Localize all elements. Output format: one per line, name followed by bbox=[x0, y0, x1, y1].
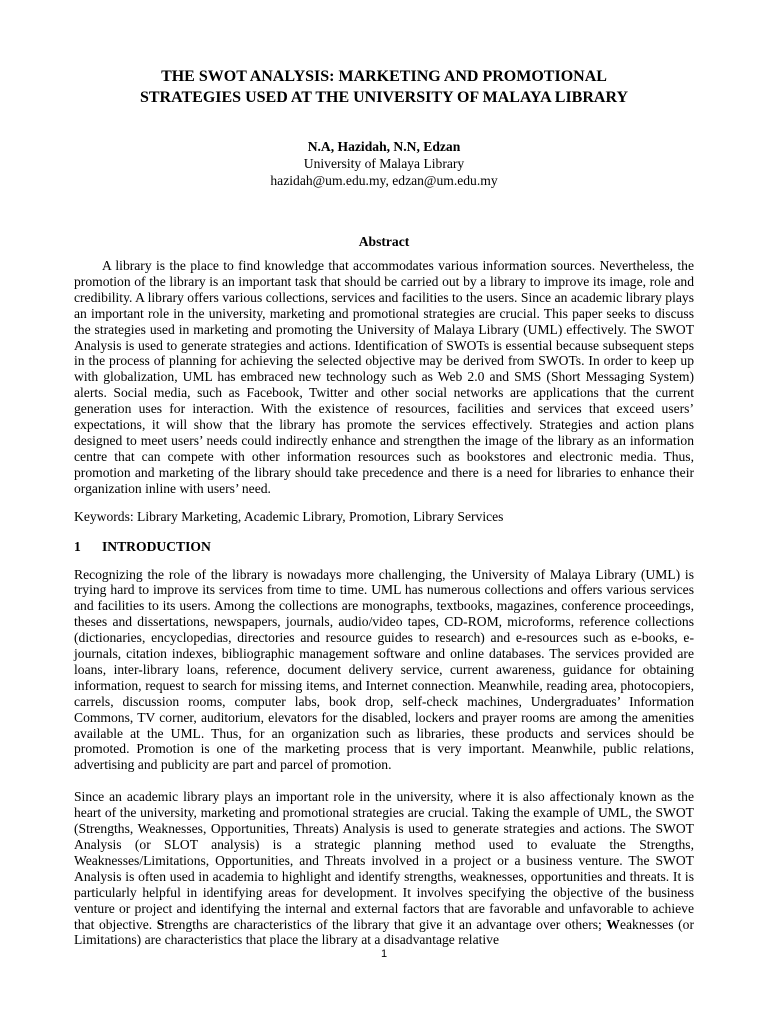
section-title: INTRODUCTION bbox=[102, 538, 211, 554]
strengths-initial: S bbox=[156, 916, 165, 932]
paper-title bbox=[74, 66, 694, 108]
author-names: N.A, Hazidah, N.N, Edzan bbox=[307, 139, 461, 154]
intro-paragraph-2-weaknesses: eaknesses (or Limitations) are characteristics that place the library at a disadvantage relative bbox=[74, 916, 694, 948]
section-heading-introduction bbox=[74, 539, 694, 555]
weaknesses-initial: W bbox=[606, 916, 620, 932]
author-block bbox=[74, 138, 694, 189]
intro-paragraph-2 bbox=[74, 789, 694, 948]
section-number: 1 bbox=[74, 538, 81, 554]
intro-paragraph-2-text: Since an academic library plays an important role in the university, where it is also affectionaly known as the heart of the university, marketing and promotional strategies are crucial. Taking the example of UML, the SWOT (Strengths, Weaknesses, Opportunities, Threats) Analysis is used to generate strategies and actions. The SWOT Analysis (or SLOT analysis) is a strategic planning method used to evaluate the Strengths, Weaknesses/Limitations, Opportunities, and Threats involved in a project or a business venture. The SWOT Analysis is often used in academia to highlight and identify strengths, weaknesses, opportunities and threats. It is particularly helpful in identifying areas for development. It involves specifying the objective of the business venture or project and identifying the internal and external factors that are favorable and unfavorable to achieve that objective. bbox=[74, 789, 694, 932]
keywords-line: Keywords: Library Marketing, Academic Library, Promotion, Library Services bbox=[74, 508, 504, 524]
intro-paragraph-2-strengths: trengths are characteristics of the library that give it an advantage over others; bbox=[164, 916, 607, 932]
page-number: 1 bbox=[380, 948, 388, 960]
author-affiliation: University of Malaya Library bbox=[303, 156, 465, 171]
intro-paragraph-1: Recognizing the role of the library is nowadays more challenging, the University of Malaya Library (UML) is trying hard to improve its services from time to time. UML has numerous collections and offers various services and facilities to its users. Among the collections are monographs, textbooks, magazines, conference proceedings, theses and dissertations, newspapers, journals, audio/video tapes, CD-ROM, microforms, reference collections (dictionaries, encyclopedias, directories and resource guides to research) and e-resources such as e-books, e-journals, citation indexes, bibliographic management software and online databases. The services provided are loans, inter-library loans, reference, document delivery service, current awareness, guidance for obtaining information, request to search for missing items, and Internet connection. Meanwhile, reading area, photocopiers, carrels, discussion rooms, computer labs, book drop, self-check machines, Undergraduates’ Information Commons, TV corner, auditorium, elevators for the disabled, lockers and prayer rooms are among the amenities available at the UML. Thus, for an organization such as libraries, these products and services should be promoted. Promotion is one of the marketing process that is very important. Meanwhile, public relations, advertising and publicity are part and parcel of promotion. bbox=[74, 566, 694, 773]
author-emails: hazidah@um.edu.my, edzan@um.edu.my bbox=[270, 173, 498, 188]
title-line-1: THE SWOT ANALYSIS: MARKETING AND PROMOTIONAL bbox=[161, 68, 607, 85]
abstract-heading: Abstract bbox=[358, 234, 410, 249]
abstract-body: A library is the place to find knowledge that accommodates various information sources. Nevertheless, the promotion of the library is an important task that should be carried out by a library to improve its image, role and credibility. A library offers various collections, services and facilities to the users. Since an academic library plays an important role in the university, marketing and promotional strategies are crucial. This paper seeks to discuss the strategies used in marketing and promoting the University of Malaya Library (UML) effectively. The SWOT Analysis is used to generate strategies and actions. Identification of SWOTs is essential because subsequent steps in the process of planning for achieving the selected objective may be derived from SWOTs. In order to keep up with globalization, UML has embraced new technology such as Web 2.0 and SMS (Short Messaging System) alerts. Social media, such as Facebook, Twitter and other social networks are applications that the current generation uses for interaction. With the existence of resources, facilities and services that exceed users’ expectations, it will show that the library has promote the services effectively. Strategies and action plans designed to meet users’ needs could indirectly enhance and strengthen the image of the library as an information centre that can compete with other information resources such as bookstores and electronic media. Thus, promotion and marketing of the library should take precedence and there is a need for libraries to enhance their organization inline with users’ need. bbox=[74, 258, 694, 496]
title-line-2: STRATEGIES USED AT THE UNIVERSITY OF MALAYA LIBRARY bbox=[139, 89, 629, 106]
